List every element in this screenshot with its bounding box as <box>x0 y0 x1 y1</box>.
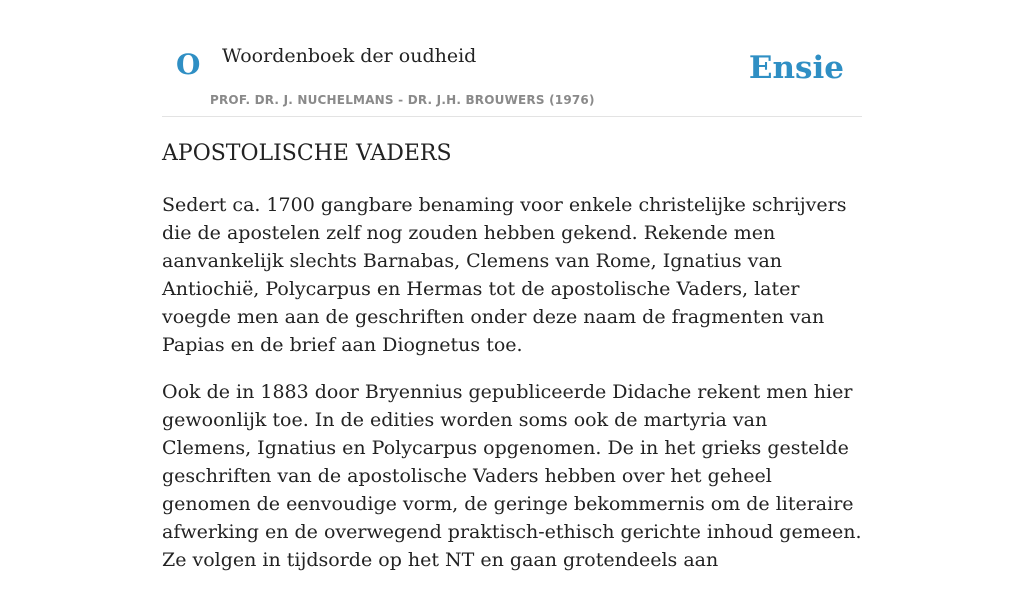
book-authors: PROF. DR. J. NUCHELMANS - DR. J.H. BROUWERS (1976) <box>210 93 595 107</box>
article-title: APOSTOLISCHE VADERS <box>162 141 452 166</box>
article-body <box>162 191 862 593</box>
ensie-logo-link[interactable]: Ensie <box>748 50 844 86</box>
article-paragraph: Ook de in 1883 door Bryennius gepubliceerde Didache rekent men hier gewoonlijk toe. In de edities worden soms ook de martyria van Clemens, Ignatius en Polycarpus opgenomen. De in het grieks gestelde geschriften van de apostolische Vaders hebben over het geheel genomen de eenvoudige vorm, de geringe bekommernis om de literaire afwerking en de overwegend praktisch-ethisch gerichte inhoud gemeen. Ze volgen in tijdsorde op het NT en gaan grotendeels aan <box>162 381 862 571</box>
article-paragraph: Sedert ca. 1700 gangbare benaming voor enkele christelijke schrijvers die de apostelen zelf nog zouden hebben gekend. Rekende men aanvankelijk slechts Barnabas, Clemens van Rome, Ignatius van Antiochië, Polycarpus en Hermas tot de apostolische Vaders, later voegde men aan de geschriften onder deze naam de fragmenten van Papias en de brief aan Diognetus toe. <box>162 194 847 356</box>
book-title[interactable]: Woordenboek der oudheid <box>222 45 477 67</box>
page-header <box>162 0 862 117</box>
letter-badge: O <box>176 48 201 81</box>
